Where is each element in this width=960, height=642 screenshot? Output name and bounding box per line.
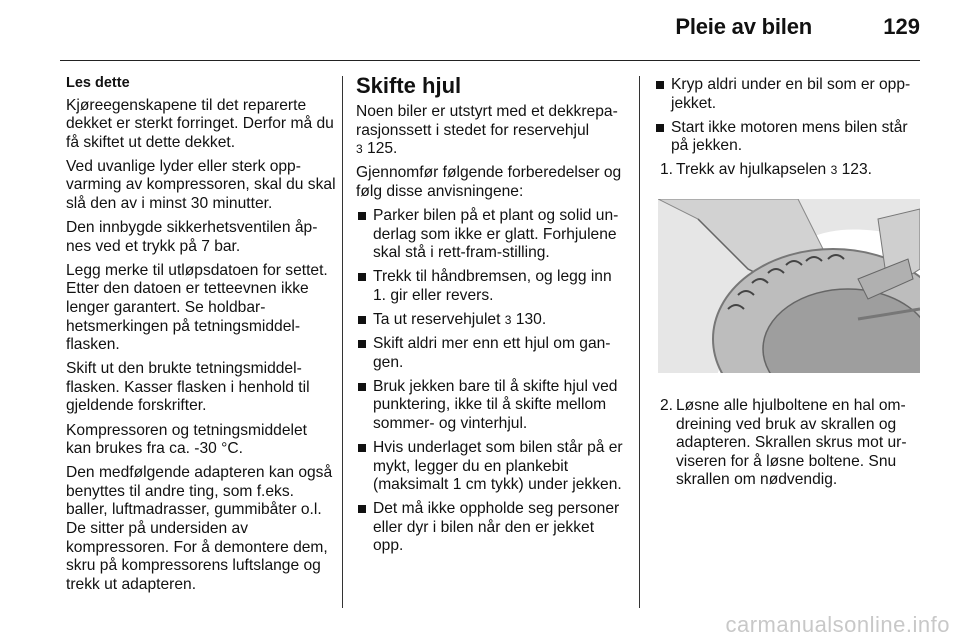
list-item-text: Trekk til håndbremsen, og legg inn 1. gir eller revers. <box>373 268 612 304</box>
note-paragraph: Den medfølgende adapteren kan også benyttes til andre ting, som f.eks. baller, luftmadrasser, gummibåter o.l. De sitter på undersiden av kompressoren. For å demontere dem, skru på kompressorens luftslange og trekk ut adapteren. <box>66 464 333 593</box>
note-paragraph: Den innbygde sikkerhetsventilen åpnes ved et trykk på 7 bar. <box>66 219 318 255</box>
prep-paragraph: Gjennomfør følgende forberedelser og følg disse anvisningene: <box>356 164 622 200</box>
warning-list <box>654 76 922 156</box>
left-column <box>66 76 336 600</box>
instruction-list <box>356 207 624 556</box>
step-text: Trekk av hjulkapselen <box>676 161 827 179</box>
list-item-text: Ta ut reservehjulet <box>373 310 501 328</box>
list-item-text: Skift aldri mer enn ett hjul om gangen. <box>373 335 611 371</box>
list-item-text: Parker bilen på et plant og solid underlag som ikke er glatt. Forhjulene skal stå i rett-fram-stilling. <box>373 206 619 262</box>
page-ref-link[interactable]: 123. <box>841 161 872 179</box>
middle-column <box>356 73 624 562</box>
note-paragraph: Legg merke til utløpsdatoen for settet. Etter den datoen er tetteevnen ikke lenger garantert. Se holdbarhetsmerkingen på tetningsmiddelflasken. <box>66 261 328 354</box>
note-title: Les dette <box>66 75 130 91</box>
list-item <box>654 76 922 113</box>
page-title: Pleie av bilen <box>675 14 812 39</box>
section-title: Skifte hjul <box>356 73 462 98</box>
intro-paragraph <box>356 103 624 159</box>
step-number: 1. <box>660 161 674 179</box>
step-list-continued <box>654 397 922 490</box>
note-paragraph: Kjøreegenskapene til det reparerte dekket er sterkt forringet. Derfor må du få skiftet ut dette dekket. <box>66 96 334 151</box>
list-item-text: Kryp aldri under en bil som er oppjekket. <box>671 76 911 112</box>
list-item <box>356 500 624 556</box>
column-divider-left <box>342 76 343 608</box>
list-item <box>356 335 624 372</box>
page-ref-arrow-icon: 3 <box>356 142 363 157</box>
list-item-text: Bruk jekken bare til å skifte hjul ved punktering, ikke til å skifte mellom sommer- og vinterhjul. <box>373 377 618 432</box>
column-divider-right <box>639 76 640 608</box>
page-ref-link[interactable]: 125. <box>367 140 398 158</box>
right-column <box>654 76 922 495</box>
list-item <box>356 207 624 263</box>
list-item-text: Start ikke motoren mens bilen står på jekken. <box>671 118 908 155</box>
list-item-text: Det må ikke oppholde seg personer eller dyr i bilen når den er jekket opp. <box>373 500 620 555</box>
list-item <box>356 268 624 305</box>
step-text: Løsne alle hjulboltene en hal omdreining ved bruk av skrallen og adapteren. Skrallen skrus mot urviseren for å løsne boltene. Snu skrallen om nødvendig. <box>676 396 907 489</box>
step-number: 2. <box>660 396 674 414</box>
step-item <box>654 161 922 180</box>
wheel-hubcap-illustration <box>658 199 920 373</box>
list-item <box>356 311 624 330</box>
page-number: 129 <box>883 14 920 39</box>
page-ref-link[interactable]: 130. <box>515 310 547 328</box>
list-item <box>356 378 624 434</box>
page-ref-arrow-icon: 3 <box>504 312 512 327</box>
note-paragraph: Ved uvanlige lyder eller sterk oppvarming av kompressoren, skal du skal slå den av i minst 30 minutter. <box>66 157 336 212</box>
list-item <box>356 439 624 495</box>
step-list <box>654 161 922 180</box>
intro-text: Noen biler er utstyrt med et dekkreparasjonssett i stedet for reservehjul <box>356 103 618 139</box>
header-divider <box>60 60 920 61</box>
page-ref-arrow-icon: 3 <box>830 163 838 178</box>
list-item <box>654 119 922 156</box>
note-paragraph: Kompressoren og tetningsmiddelet kan brukes fra ca. -30 °C. <box>66 421 307 458</box>
step-item <box>654 397 922 490</box>
list-item-text: Hvis underlaget som bilen står på er mykt, legger du en plankebit (maksimalt 1 cm tykk) under jekken. <box>373 439 623 494</box>
watermark-logo: carmanualsonline.info <box>725 612 950 637</box>
note-paragraph: Skift ut den brukte tetningsmiddelflasken. Kasser flasken i henhold til gjeldende forskrifter. <box>66 360 310 415</box>
